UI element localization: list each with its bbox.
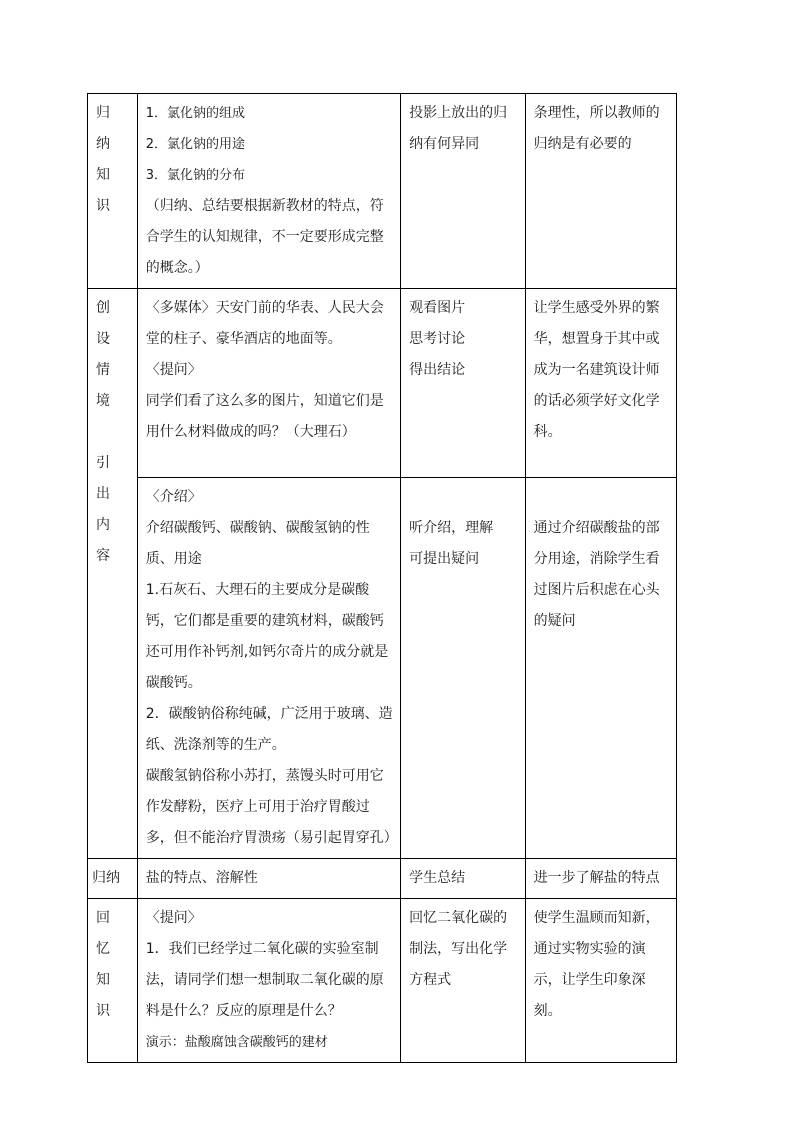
stage-cell: 创 设 情 境 引 出 内 容 (88, 289, 138, 859)
design-intent-cell: 通过介绍碳酸盐的部分用途，消除学生看过图片后积虑在心头的疑问 (525, 478, 676, 859)
student-activity-cell: 听介绍，理解 可提出疑问 (401, 478, 525, 859)
student-activity-cell: 回忆二氧化碳的制法，写出化学方程式 (401, 899, 525, 1063)
table-row (88, 899, 677, 1063)
table-row (88, 478, 677, 859)
design-intent-cell: 让学生感受外界的繁华，想置身于其中或成为一名建筑设计师的话必须学好文化学科。 (525, 289, 676, 478)
content-cell: 1．氯化钠的组成 2．氯化钠的用途 3．氯化钠的分布 （归纳、总结要根据新教材的特点，符合学生的认知规律，不一定要形成完整的概念。） (137, 94, 400, 289)
stage-cell: 归 纳 知 识 (88, 94, 138, 289)
design-intent-cell: 使学生温顾而知新，通过实物实验的演示，让学生印象深刻。 (525, 899, 676, 1063)
stage-cell: 回 忆 知 识 (88, 899, 138, 1063)
student-activity-cell: 学生总结 (401, 859, 525, 899)
design-intent-cell: 进一步了解盐的特点 (525, 859, 676, 899)
lesson-plan-table (87, 93, 677, 1063)
design-intent-cell: 条理性，所以教师的归纳是有必要的 (525, 94, 676, 289)
content-cell: 〈提问〉 1．我们已经学过二氧化碳的实验室制法，请同学们想一想制取二氧化碳的原料是什么？反应的原理是什么？ 演示：盐酸腐蚀含碳酸钙的建材 (137, 899, 400, 1063)
table-row (88, 289, 677, 478)
table-row (88, 94, 677, 289)
table-row (88, 859, 677, 899)
content-cell: 〈多媒体〉天安门前的华表、人民大会堂的柱子、豪华酒店的地面等。 〈提问〉 同学们看了这么多的图片，知道它们是用什么材料做成的吗？（大理石） (137, 289, 400, 478)
student-activity-cell: 观看图片 思考讨论 得出结论 (401, 289, 525, 478)
student-activity-cell: 投影上放出的归纳有何异同 (401, 94, 525, 289)
content-cell: 〈介绍〉 介绍碳酸钙、碳酸钠、碳酸氢钠的性质、用途 1.石灰石、大理石的主要成分是碳酸钙，它们都是重要的建筑材料，碳酸钙还可用作补钙剂,如钙尔奇片的成分就是碳酸钙。 2．碳酸钠俗称纯碱，广泛用于玻璃、造纸、洗涤剂等的生产。 碳酸氢钠俗称小苏打，蒸馒头时可用它作发酵粉，医疗上可用于治疗胃酸过多，但不能治疗胃溃疡（易引起胃穿孔） (137, 478, 400, 859)
stage-cell: 归纳 (88, 859, 138, 899)
content-cell: 盐的特点、溶解性 (137, 859, 400, 899)
